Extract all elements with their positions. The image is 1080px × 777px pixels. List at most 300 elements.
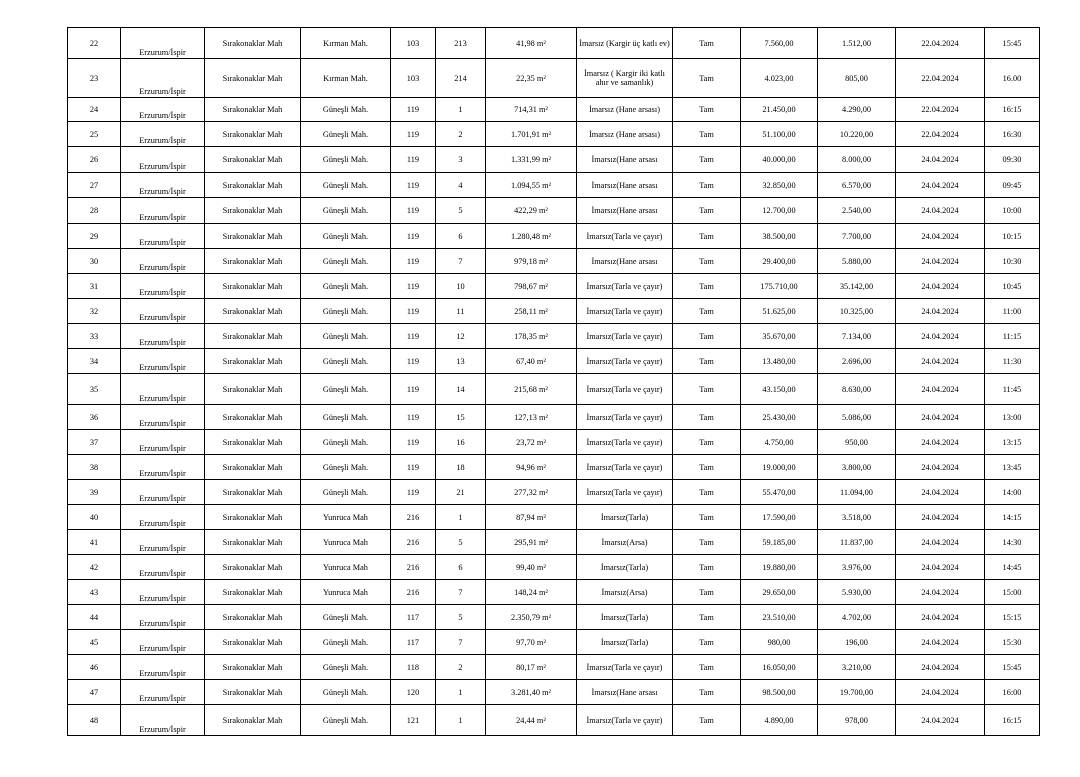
location-mah-cell: Sırakonaklar Mah	[205, 59, 301, 98]
estimated-value-cell: 19.880,00	[741, 555, 818, 580]
auction-date-cell: 24.04.2024	[896, 430, 985, 455]
neighborhood-cell: Güneşli Mah.	[301, 455, 391, 480]
deposit-amount-cell: 3.800,00	[818, 455, 896, 480]
location-mah-cell: Sırakonaklar Mah	[205, 349, 301, 374]
quality-description-cell: İmarsız (Hane arsası)	[577, 98, 673, 122]
estimated-value-cell: 51.625,00	[741, 299, 818, 324]
deposit-amount-cell: 7.134,00	[818, 324, 896, 349]
neighborhood-cell: Yunruca Mah	[301, 530, 391, 555]
area-cell: 258,11 m²	[486, 299, 577, 324]
row-number-cell: 29	[68, 224, 121, 249]
quality-description-cell: İmarsız ( Kargir iki katlı ahır ve samanlık)	[577, 59, 673, 98]
auction-time-cell: 13:00	[985, 405, 1040, 430]
neighborhood-cell: Güneşli Mah.	[301, 605, 391, 630]
location-mah-cell: Sırakonaklar Mah	[205, 680, 301, 705]
neighborhood-cell: Güneşli Mah.	[301, 224, 391, 249]
area-cell: 99,40 m²	[486, 555, 577, 580]
auction-date-cell: 24.04.2024	[896, 605, 985, 630]
auction-date-cell: 24.04.2024	[896, 374, 985, 405]
row-number-cell: 46	[68, 655, 121, 680]
auction-time-cell: 14:45	[985, 555, 1040, 580]
province-district-cell: Erzurum/İspir	[121, 555, 205, 580]
row-number-cell: 34	[68, 349, 121, 374]
quality-description-cell: İmarsız(Arsa)	[577, 580, 673, 605]
province-district-cell: Erzurum/İspir	[121, 274, 205, 299]
estimated-value-cell: 17.590,00	[741, 505, 818, 530]
parcel-number-cell: 5	[436, 530, 486, 555]
auction-date-cell: 24.04.2024	[896, 630, 985, 655]
row-number-cell: 22	[68, 28, 121, 59]
parcel-number-cell: 213	[436, 28, 486, 59]
table-row	[68, 324, 1040, 349]
table-row	[68, 173, 1040, 198]
parcel-number-cell: 16	[436, 430, 486, 455]
auction-time-cell: 15:00	[985, 580, 1040, 605]
auction-date-cell: 24.04.2024	[896, 580, 985, 605]
neighborhood-cell: Yunruca Mah	[301, 580, 391, 605]
block-number-cell: 119	[391, 249, 436, 274]
quality-description-cell: İmarsız (Hane arsası)	[577, 122, 673, 147]
block-number-cell: 117	[391, 605, 436, 630]
auction-time-cell: 15:45	[985, 28, 1040, 59]
table-row	[68, 249, 1040, 274]
block-number-cell: 119	[391, 480, 436, 505]
auction-time-cell: 16.00	[985, 59, 1040, 98]
quality-description-cell: İmarsız(Hane arsası	[577, 198, 673, 224]
deposit-amount-cell: 3.518,00	[818, 505, 896, 530]
parcel-number-cell: 7	[436, 630, 486, 655]
share-cell: Tam	[673, 147, 741, 173]
province-district-cell: Erzurum/İspir	[121, 605, 205, 630]
province-district-cell: Erzurum/İspir	[121, 299, 205, 324]
table-row	[68, 224, 1040, 249]
estimated-value-cell: 23.510,00	[741, 605, 818, 630]
auction-time-cell: 16:30	[985, 122, 1040, 147]
auction-time-cell: 11:30	[985, 349, 1040, 374]
table-row	[68, 580, 1040, 605]
row-number-cell: 39	[68, 480, 121, 505]
block-number-cell: 120	[391, 680, 436, 705]
auction-date-cell: 22.04.2024	[896, 28, 985, 59]
parcel-number-cell: 5	[436, 198, 486, 224]
deposit-amount-cell: 8.630,00	[818, 374, 896, 405]
location-mah-cell: Sırakonaklar Mah	[205, 705, 301, 736]
parcel-number-cell: 7	[436, 249, 486, 274]
table-row	[68, 455, 1040, 480]
row-number-cell: 47	[68, 680, 121, 705]
estimated-value-cell: 98.500,00	[741, 680, 818, 705]
auction-time-cell: 10:30	[985, 249, 1040, 274]
neighborhood-cell: Güneşli Mah.	[301, 680, 391, 705]
area-cell: 1.094,55 m²	[486, 173, 577, 198]
row-number-cell: 43	[68, 580, 121, 605]
auction-date-cell: 24.04.2024	[896, 705, 985, 736]
auction-time-cell: 11:00	[985, 299, 1040, 324]
area-cell: 97,70 m²	[486, 630, 577, 655]
province-district-cell: Erzurum/İspir	[121, 28, 205, 59]
block-number-cell: 103	[391, 59, 436, 98]
share-cell: Tam	[673, 455, 741, 480]
parcel-number-cell: 2	[436, 655, 486, 680]
parcel-number-cell: 15	[436, 405, 486, 430]
block-number-cell: 119	[391, 147, 436, 173]
location-mah-cell: Sırakonaklar Mah	[205, 147, 301, 173]
location-mah-cell: Sırakonaklar Mah	[205, 173, 301, 198]
share-cell: Tam	[673, 198, 741, 224]
block-number-cell: 119	[391, 98, 436, 122]
auction-time-cell: 11:15	[985, 324, 1040, 349]
province-district-cell: Erzurum/İspir	[121, 349, 205, 374]
auction-time-cell: 15:30	[985, 630, 1040, 655]
auction-date-cell: 24.04.2024	[896, 480, 985, 505]
quality-description-cell: İmarsız(Tarla)	[577, 605, 673, 630]
quality-description-cell: İmarsız(Tarla)	[577, 505, 673, 530]
deposit-amount-cell: 7.700,00	[818, 224, 896, 249]
auction-time-cell: 10:15	[985, 224, 1040, 249]
deposit-amount-cell: 3.976,00	[818, 555, 896, 580]
province-district-cell: Erzurum/İspir	[121, 455, 205, 480]
area-cell: 979,18 m²	[486, 249, 577, 274]
auction-date-cell: 24.04.2024	[896, 555, 985, 580]
location-mah-cell: Sırakonaklar Mah	[205, 530, 301, 555]
share-cell: Tam	[673, 480, 741, 505]
neighborhood-cell: Güneşli Mah.	[301, 480, 391, 505]
table-row	[68, 480, 1040, 505]
quality-description-cell: İmarsız(Hane arsası	[577, 680, 673, 705]
estimated-value-cell: 51.100,00	[741, 122, 818, 147]
location-mah-cell: Sırakonaklar Mah	[205, 224, 301, 249]
quality-description-cell: İmarsız(Tarla ve çayır)	[577, 455, 673, 480]
deposit-amount-cell: 4.702,00	[818, 605, 896, 630]
province-district-cell: Erzurum/İspir	[121, 147, 205, 173]
row-number-cell: 35	[68, 374, 121, 405]
table-row	[68, 299, 1040, 324]
neighborhood-cell: Güneşli Mah.	[301, 655, 391, 680]
neighborhood-cell: Yunruca Mah	[301, 505, 391, 530]
table-row	[68, 374, 1040, 405]
table-row	[68, 505, 1040, 530]
deposit-amount-cell: 10.325,00	[818, 299, 896, 324]
auction-date-cell: 24.04.2024	[896, 530, 985, 555]
province-district-cell: Erzurum/İspir	[121, 405, 205, 430]
block-number-cell: 216	[391, 530, 436, 555]
estimated-value-cell: 43.150,00	[741, 374, 818, 405]
area-cell: 23,72 m²	[486, 430, 577, 455]
location-mah-cell: Sırakonaklar Mah	[205, 198, 301, 224]
location-mah-cell: Sırakonaklar Mah	[205, 405, 301, 430]
neighborhood-cell: Güneşli Mah.	[301, 349, 391, 374]
auction-date-cell: 24.04.2024	[896, 680, 985, 705]
auction-time-cell: 09:45	[985, 173, 1040, 198]
quality-description-cell: İmarsız(Arsa)	[577, 530, 673, 555]
block-number-cell: 119	[391, 405, 436, 430]
area-cell: 22,35 m²	[486, 59, 577, 98]
block-number-cell: 118	[391, 655, 436, 680]
parcel-number-cell: 12	[436, 324, 486, 349]
quality-description-cell: İmarsız(Tarla)	[577, 555, 673, 580]
auction-date-cell: 24.04.2024	[896, 405, 985, 430]
block-number-cell: 103	[391, 28, 436, 59]
table-row	[68, 349, 1040, 374]
deposit-amount-cell: 805,00	[818, 59, 896, 98]
parcel-number-cell: 13	[436, 349, 486, 374]
quality-description-cell: İmarsız(Tarla ve çayır)	[577, 299, 673, 324]
block-number-cell: 119	[391, 324, 436, 349]
area-cell: 80,17 m²	[486, 655, 577, 680]
auction-date-cell: 24.04.2024	[896, 655, 985, 680]
share-cell: Tam	[673, 349, 741, 374]
area-cell: 1.280,48 m²	[486, 224, 577, 249]
block-number-cell: 216	[391, 555, 436, 580]
table-row	[68, 198, 1040, 224]
row-number-cell: 31	[68, 274, 121, 299]
parcel-number-cell: 6	[436, 555, 486, 580]
auction-date-cell: 24.04.2024	[896, 349, 985, 374]
block-number-cell: 119	[391, 122, 436, 147]
estimated-value-cell: 29.650,00	[741, 580, 818, 605]
auction-date-cell: 22.04.2024	[896, 59, 985, 98]
neighborhood-cell: Güneşli Mah.	[301, 705, 391, 736]
table-row	[68, 59, 1040, 98]
table-row	[68, 147, 1040, 173]
area-cell: 798,67 m²	[486, 274, 577, 299]
block-number-cell: 119	[391, 455, 436, 480]
parcel-number-cell: 5	[436, 605, 486, 630]
estimated-value-cell: 13.480,00	[741, 349, 818, 374]
deposit-amount-cell: 2.540,00	[818, 198, 896, 224]
neighborhood-cell: Güneşli Mah.	[301, 630, 391, 655]
share-cell: Tam	[673, 98, 741, 122]
auction-parcel-table	[67, 27, 1040, 736]
neighborhood-cell: Güneşli Mah.	[301, 198, 391, 224]
auction-time-cell: 16:15	[985, 98, 1040, 122]
share-cell: Tam	[673, 405, 741, 430]
share-cell: Tam	[673, 505, 741, 530]
auction-date-cell: 24.04.2024	[896, 198, 985, 224]
parcel-number-cell: 2	[436, 122, 486, 147]
auction-date-cell: 24.04.2024	[896, 455, 985, 480]
neighborhood-cell: Kırman Mah.	[301, 28, 391, 59]
parcel-number-cell: 21	[436, 480, 486, 505]
share-cell: Tam	[673, 655, 741, 680]
area-cell: 215,68 m²	[486, 374, 577, 405]
block-number-cell: 119	[391, 349, 436, 374]
table-row	[68, 680, 1040, 705]
parcel-number-cell: 6	[436, 224, 486, 249]
auction-time-cell: 15:15	[985, 605, 1040, 630]
auction-date-cell: 22.04.2024	[896, 122, 985, 147]
estimated-value-cell: 59.185,00	[741, 530, 818, 555]
table-row	[68, 98, 1040, 122]
estimated-value-cell: 16.050,00	[741, 655, 818, 680]
row-number-cell: 32	[68, 299, 121, 324]
area-cell: 295,91 m²	[486, 530, 577, 555]
share-cell: Tam	[673, 224, 741, 249]
row-number-cell: 38	[68, 455, 121, 480]
table-row	[68, 655, 1040, 680]
row-number-cell: 42	[68, 555, 121, 580]
neighborhood-cell: Güneşli Mah.	[301, 324, 391, 349]
share-cell: Tam	[673, 530, 741, 555]
estimated-value-cell: 4.023,00	[741, 59, 818, 98]
auction-time-cell: 10:00	[985, 198, 1040, 224]
row-number-cell: 48	[68, 705, 121, 736]
neighborhood-cell: Güneşli Mah.	[301, 299, 391, 324]
row-number-cell: 24	[68, 98, 121, 122]
location-mah-cell: Sırakonaklar Mah	[205, 274, 301, 299]
row-number-cell: 33	[68, 324, 121, 349]
location-mah-cell: Sırakonaklar Mah	[205, 655, 301, 680]
deposit-amount-cell: 2.696,00	[818, 349, 896, 374]
area-cell: 277,32 m²	[486, 480, 577, 505]
area-cell: 1.331,99 m²	[486, 147, 577, 173]
share-cell: Tam	[673, 430, 741, 455]
area-cell: 87,94 m²	[486, 505, 577, 530]
parcel-number-cell: 1	[436, 705, 486, 736]
province-district-cell: Erzurum/İspir	[121, 505, 205, 530]
share-cell: Tam	[673, 324, 741, 349]
parcel-number-cell: 1	[436, 680, 486, 705]
location-mah-cell: Sırakonaklar Mah	[205, 505, 301, 530]
quality-description-cell: İmarsız(Tarla ve çayır)	[577, 349, 673, 374]
area-cell: 148,24 m²	[486, 580, 577, 605]
estimated-value-cell: 29.400,00	[741, 249, 818, 274]
block-number-cell: 216	[391, 505, 436, 530]
auction-date-cell: 24.04.2024	[896, 505, 985, 530]
row-number-cell: 37	[68, 430, 121, 455]
row-number-cell: 40	[68, 505, 121, 530]
row-number-cell: 41	[68, 530, 121, 555]
quality-description-cell: İmarsız (Kargir üç katlı ev)	[577, 28, 673, 59]
province-district-cell: Erzurum/İspir	[121, 59, 205, 98]
auction-time-cell: 13:45	[985, 455, 1040, 480]
share-cell: Tam	[673, 705, 741, 736]
area-cell: 2.350,79 m²	[486, 605, 577, 630]
area-cell: 422,29 m²	[486, 198, 577, 224]
table-row	[68, 605, 1040, 630]
estimated-value-cell: 12.700,00	[741, 198, 818, 224]
neighborhood-cell: Güneşli Mah.	[301, 122, 391, 147]
table-row	[68, 28, 1040, 59]
deposit-amount-cell: 19.700,00	[818, 680, 896, 705]
auction-date-cell: 24.04.2024	[896, 324, 985, 349]
share-cell: Tam	[673, 605, 741, 630]
province-district-cell: Erzurum/İspir	[121, 122, 205, 147]
neighborhood-cell: Güneşli Mah.	[301, 249, 391, 274]
province-district-cell: Erzurum/İspir	[121, 198, 205, 224]
area-cell: 178,35 m²	[486, 324, 577, 349]
deposit-amount-cell: 4.290,00	[818, 98, 896, 122]
quality-description-cell: İmarsız(Hane arsası	[577, 173, 673, 198]
estimated-value-cell: 32.850,00	[741, 173, 818, 198]
area-cell: 24,44 m²	[486, 705, 577, 736]
quality-description-cell: İmarsız(Tarla ve çayır)	[577, 374, 673, 405]
province-district-cell: Erzurum/İspir	[121, 705, 205, 736]
neighborhood-cell: Güneşli Mah.	[301, 173, 391, 198]
quality-description-cell: İmarsız(Tarla ve çayır)	[577, 655, 673, 680]
location-mah-cell: Sırakonaklar Mah	[205, 122, 301, 147]
block-number-cell: 121	[391, 705, 436, 736]
row-number-cell: 27	[68, 173, 121, 198]
auction-date-cell: 24.04.2024	[896, 274, 985, 299]
location-mah-cell: Sırakonaklar Mah	[205, 630, 301, 655]
estimated-value-cell: 25.430,00	[741, 405, 818, 430]
location-mah-cell: Sırakonaklar Mah	[205, 555, 301, 580]
auction-date-cell: 24.04.2024	[896, 224, 985, 249]
share-cell: Tam	[673, 122, 741, 147]
quality-description-cell: İmarsız(Tarla ve çayır)	[577, 705, 673, 736]
deposit-amount-cell: 5.880,00	[818, 249, 896, 274]
province-district-cell: Erzurum/İspir	[121, 324, 205, 349]
estimated-value-cell: 21.450,00	[741, 98, 818, 122]
province-district-cell: Erzurum/İspir	[121, 580, 205, 605]
row-number-cell: 26	[68, 147, 121, 173]
province-district-cell: Erzurum/İspir	[121, 249, 205, 274]
province-district-cell: Erzurum/İspir	[121, 630, 205, 655]
province-district-cell: Erzurum/İspir	[121, 530, 205, 555]
block-number-cell: 119	[391, 173, 436, 198]
share-cell: Tam	[673, 59, 741, 98]
auction-date-cell: 22.04.2024	[896, 98, 985, 122]
deposit-amount-cell: 950,00	[818, 430, 896, 455]
province-district-cell: Erzurum/İspir	[121, 680, 205, 705]
neighborhood-cell: Kırman Mah.	[301, 59, 391, 98]
parcel-number-cell: 18	[436, 455, 486, 480]
area-cell: 41,98 m²	[486, 28, 577, 59]
province-district-cell: Erzurum/İspir	[121, 98, 205, 122]
location-mah-cell: Sırakonaklar Mah	[205, 580, 301, 605]
table-row	[68, 530, 1040, 555]
deposit-amount-cell: 6.570,00	[818, 173, 896, 198]
province-district-cell: Erzurum/İspir	[121, 224, 205, 249]
location-mah-cell: Sırakonaklar Mah	[205, 455, 301, 480]
estimated-value-cell: 4.750,00	[741, 430, 818, 455]
table-row	[68, 405, 1040, 430]
location-mah-cell: Sırakonaklar Mah	[205, 605, 301, 630]
area-cell: 714,31 m²	[486, 98, 577, 122]
table-row	[68, 555, 1040, 580]
deposit-amount-cell: 35.142,00	[818, 274, 896, 299]
auction-time-cell: 11:45	[985, 374, 1040, 405]
row-number-cell: 45	[68, 630, 121, 655]
share-cell: Tam	[673, 173, 741, 198]
area-cell: 127,13 m²	[486, 405, 577, 430]
table-row	[68, 430, 1040, 455]
block-number-cell: 119	[391, 299, 436, 324]
quality-description-cell: İmarsız(Tarla ve çayır)	[577, 274, 673, 299]
table-row	[68, 630, 1040, 655]
block-number-cell: 117	[391, 630, 436, 655]
deposit-amount-cell: 196,00	[818, 630, 896, 655]
quality-description-cell: İmarsız(Tarla)	[577, 630, 673, 655]
province-district-cell: Erzurum/İspir	[121, 430, 205, 455]
auction-date-cell: 24.04.2024	[896, 147, 985, 173]
quality-description-cell: İmarsız(Tarla ve çayır)	[577, 480, 673, 505]
neighborhood-cell: Güneşli Mah.	[301, 98, 391, 122]
quality-description-cell: İmarsız(Tarla ve çayır)	[577, 224, 673, 249]
auction-time-cell: 15:45	[985, 655, 1040, 680]
auction-date-cell: 24.04.2024	[896, 249, 985, 274]
row-number-cell: 44	[68, 605, 121, 630]
share-cell: Tam	[673, 374, 741, 405]
auction-time-cell: 09:30	[985, 147, 1040, 173]
block-number-cell: 119	[391, 430, 436, 455]
deposit-amount-cell: 5.086,00	[818, 405, 896, 430]
row-number-cell: 25	[68, 122, 121, 147]
block-number-cell: 119	[391, 224, 436, 249]
auction-time-cell: 14:15	[985, 505, 1040, 530]
parcel-number-cell: 1	[436, 98, 486, 122]
